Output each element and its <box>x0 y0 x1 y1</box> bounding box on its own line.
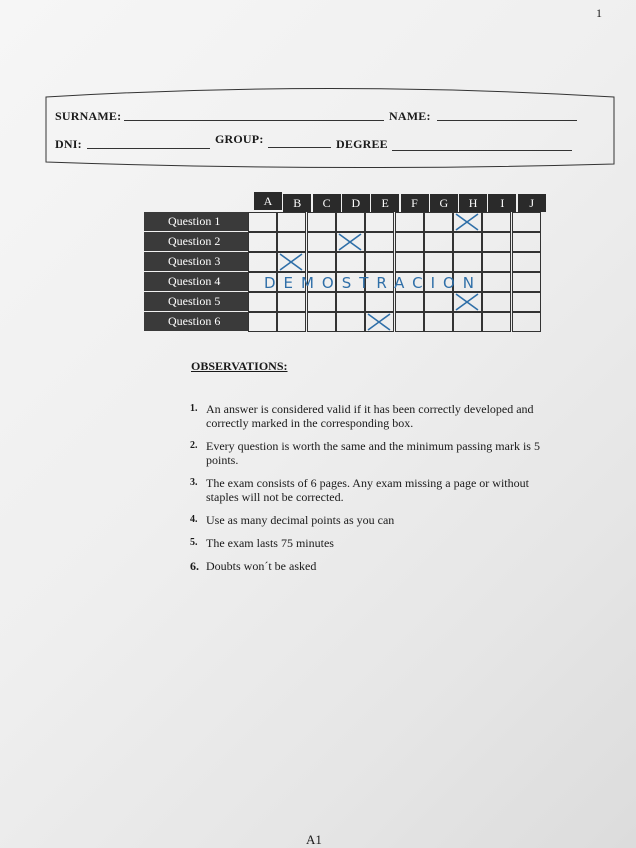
name-field[interactable] <box>437 120 577 121</box>
column-header-i: I <box>488 194 516 212</box>
answer-cell-q5-c[interactable] <box>307 292 336 312</box>
observation-text: The exam consists of 6 pages. Any exam missing a page or without staples will not be corrected. <box>206 476 529 504</box>
answer-cell-q5-f[interactable] <box>395 292 424 312</box>
observation-text: The exam lasts 75 minutes <box>206 536 334 550</box>
answer-cell-q5-j[interactable] <box>512 292 541 312</box>
observation-item-1 <box>190 402 560 430</box>
answer-cell-q2-c[interactable] <box>307 232 336 252</box>
answer-cell-q6-c[interactable] <box>307 312 336 332</box>
answer-cell-q3-a[interactable] <box>248 252 277 272</box>
answer-cell-q3-h[interactable] <box>453 252 482 272</box>
column-header-g: G <box>430 194 458 212</box>
column-header-h: H <box>459 194 487 212</box>
answer-cell-q2-a[interactable] <box>248 232 277 252</box>
page-number: 1 <box>596 6 602 20</box>
name-label: NAME: <box>389 109 431 123</box>
answer-cell-q2-i[interactable] <box>482 232 511 252</box>
answer-cell-q6-b[interactable] <box>277 312 306 332</box>
answer-cell-q5-b[interactable] <box>277 292 306 312</box>
dni-label: DNI: <box>55 137 82 151</box>
row-header-question-5: Question 5 <box>144 292 248 311</box>
surname-field[interactable] <box>124 120 384 121</box>
info-box-outline <box>0 0 636 200</box>
answer-cell-q2-f[interactable] <box>395 232 424 252</box>
answer-cell-q1-a[interactable] <box>248 212 277 232</box>
observation-number: 5. <box>190 537 198 548</box>
answer-cell-q1-g[interactable] <box>424 212 453 232</box>
answer-cell-q1-j[interactable] <box>512 212 541 232</box>
answer-cell-q1-i[interactable] <box>482 212 511 232</box>
x-mark-q5-h <box>452 291 482 313</box>
observation-number: 3. <box>190 477 198 488</box>
group-label: GROUP: <box>215 132 264 146</box>
answer-cell-q3-d[interactable] <box>336 252 365 272</box>
answer-cell-q6-j[interactable] <box>512 312 541 332</box>
handwritten-demostracion <box>262 271 492 293</box>
observation-item-4 <box>190 513 560 527</box>
dni-field[interactable] <box>87 148 210 149</box>
observation-item-3 <box>190 476 560 504</box>
exam-code: A1 <box>306 832 322 847</box>
answer-cell-q2-b[interactable] <box>277 232 306 252</box>
answer-cell-q1-c[interactable] <box>307 212 336 232</box>
answer-cell-q1-d[interactable] <box>336 212 365 232</box>
column-header-a: A <box>254 192 282 210</box>
observation-text: Use as many decimal points as you can <box>206 513 395 527</box>
student-info-box <box>0 0 636 200</box>
column-header-b: B <box>283 194 311 212</box>
answer-cell-q1-b[interactable] <box>277 212 306 232</box>
observation-item-2 <box>190 439 560 467</box>
answer-cell-q1-e[interactable] <box>365 212 394 232</box>
answer-cell-q3-g[interactable] <box>424 252 453 272</box>
answer-cell-q5-d[interactable] <box>336 292 365 312</box>
observation-number: 6. <box>190 559 199 573</box>
column-header-e: E <box>371 194 399 212</box>
row-header-question-2: Question 2 <box>144 232 248 251</box>
column-header-j: J <box>518 194 546 212</box>
answer-cell-q3-c[interactable] <box>307 252 336 272</box>
column-header-d: D <box>342 194 370 212</box>
answer-cell-q5-e[interactable] <box>365 292 394 312</box>
row-header-question-6: Question 6 <box>144 312 248 331</box>
degree-label: DEGREE <box>336 137 388 151</box>
answer-cell-q6-h[interactable] <box>453 312 482 332</box>
observation-item-5 <box>190 536 560 550</box>
column-header-c: C <box>313 194 341 212</box>
surname-label: SURNAME: <box>55 109 122 123</box>
answer-cell-q4-j[interactable] <box>512 272 541 292</box>
answer-cell-q3-i[interactable] <box>482 252 511 272</box>
row-header-question-1: Question 1 <box>144 212 248 231</box>
answer-cell-q6-i[interactable] <box>482 312 511 332</box>
observation-item-6 <box>190 559 560 573</box>
x-mark-q1-h <box>452 211 482 233</box>
row-header-question-4: Question 4 <box>144 272 248 291</box>
column-header-f: F <box>401 194 429 212</box>
observation-number: 2. <box>190 440 198 451</box>
svg-text:DEMOSTRACION: DEMOSTRACION <box>264 274 480 292</box>
answer-cell-q6-f[interactable] <box>395 312 424 332</box>
answer-cell-q3-j[interactable] <box>512 252 541 272</box>
answer-cell-q2-h[interactable] <box>453 232 482 252</box>
answer-cell-q2-j[interactable] <box>512 232 541 252</box>
observation-text: Doubts won´t be asked <box>206 559 317 573</box>
answer-cell-q5-i[interactable] <box>482 292 511 312</box>
answer-cell-q2-g[interactable] <box>424 232 453 252</box>
answer-cell-q3-e[interactable] <box>365 252 394 272</box>
answer-cell-q1-f[interactable] <box>395 212 424 232</box>
observations-title: OBSERVATIONS: <box>191 359 288 373</box>
answer-cell-q6-a[interactable] <box>248 312 277 332</box>
x-mark-q6-e <box>364 311 394 333</box>
answer-cell-q6-d[interactable] <box>336 312 365 332</box>
observation-text: Every question is worth the same and the minimum passing mark is 5 points. <box>206 439 540 467</box>
x-mark-q3-b <box>276 251 306 273</box>
answer-cell-q6-g[interactable] <box>424 312 453 332</box>
observation-number: 4. <box>190 514 198 525</box>
answer-cell-q2-e[interactable] <box>365 232 394 252</box>
answer-cell-q5-a[interactable] <box>248 292 277 312</box>
x-mark-q2-d <box>335 231 365 253</box>
observation-number: 1. <box>190 403 198 414</box>
degree-field[interactable] <box>392 150 572 151</box>
row-header-question-3: Question 3 <box>144 252 248 271</box>
answer-cell-q5-g[interactable] <box>424 292 453 312</box>
answer-cell-q3-f[interactable] <box>395 252 424 272</box>
group-field[interactable] <box>268 147 331 148</box>
observation-text: An answer is considered valid if it has been correctly developed and correctly marked in the corresponding box. <box>206 402 534 430</box>
observations-list <box>190 402 560 582</box>
